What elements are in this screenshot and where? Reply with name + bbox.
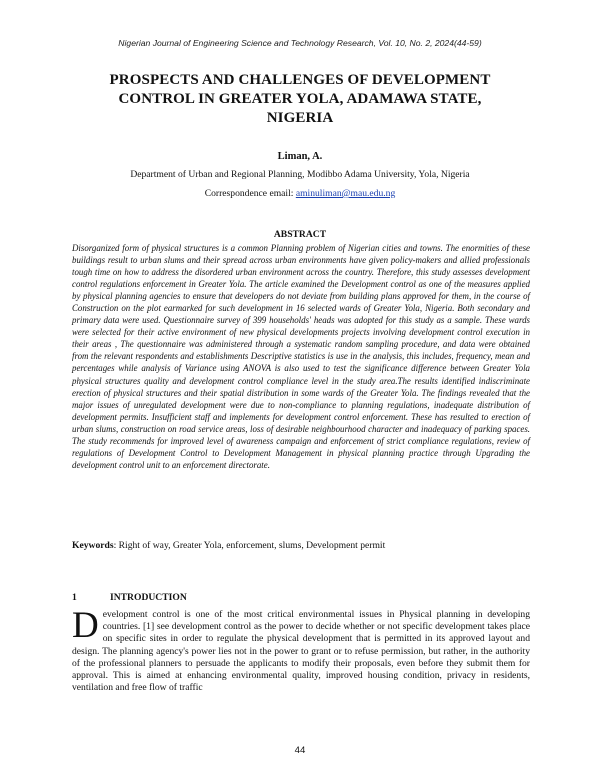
section-number: 1 <box>72 592 77 603</box>
correspondence-label: Correspondence email: <box>204 188 296 199</box>
keywords-line <box>72 540 530 551</box>
section-title: INTRODUCTION <box>110 592 187 603</box>
keywords-label: Keywords <box>72 540 114 551</box>
keywords-text: : Right of way, Greater Yola, enforcement, slums, Development permit <box>113 540 386 551</box>
correspondence-line <box>0 188 600 199</box>
introduction-paragraph <box>72 605 530 694</box>
journal-header: Nigerian Journal of Engineering Science and Technology Research, Vol. 10, No. 2, 2024(44-59) <box>118 38 482 48</box>
email-link[interactable]: aminuliman@mau.edu.ng <box>295 188 396 199</box>
author-name: Liman, A. <box>277 151 323 162</box>
page-number: 44 <box>294 745 306 756</box>
author-affiliation: Department of Urban and Regional Planning, Modibbo Adama University, Yola, Nigeria <box>130 169 470 180</box>
abstract-heading: ABSTRACT <box>273 229 327 240</box>
drop-cap: D <box>72 605 99 646</box>
abstract-text: Disorganized form of physical structures is a common Planning problem of Nigerian cities and towns. The enormities of these buildings result to urban slums and their spread across urban environments have given policy-makers and allied professionals tough time on how to address the disordered urban environment across the country. Therefore, this study assesses development control regulations enforcement in Greater Yola. The article examined the Development control as one of the measures applied by physical planning agencies to ensure that developers do not deviate from building plans approved for them, in the course of Construction on the plot earmarked for such development in 16 selected wards of Greater Yola, Nigeria. Both secondary and primary data were used. Questionnaire survey of 399 households' heads was adopted for this study as a sample. These wards were selected for their active environment of new physical developments projects involving development control execution in their areas , The questionnaire was administered through a systematic random sampling procedure, and data were obtained from the relevant respondents and establishments Descriptive statistics is use in the analysis, this includes, frequency, mean and percentages while analysis of Variance using ANOVA is also used to test the significance difference between Greater Yola physical structures quality and development control compliance level in the study area.The results identified indiscriminate erection of physical structures and their spatial distribution in some wards of the Greater Yola. The findings revealed that the major issues of unregulated development were due to non-compliance to planning regulations, inadequate distribution of development permits. Insufficient staff and implements for development control enforcement. These has resulted to erection of urban slums, construction on road service areas, loss of desirable neighbourhood character and inadequacy of parking spaces. The study recommends for improved level of awareness campaign and enforcement of strict compliance regulations, review of regulations of Development Control to Development Management in physical planning practice through Upgrading the development control unit to an enforcement directorate. <box>72 243 530 470</box>
section-heading-introduction <box>72 592 187 603</box>
introduction-text: evelopment control is one of the most critical environmental issues in Physical planning in developing countries. [1] see development control as the power to decide whether or not specific development takes place on specific sites in order to regulate the physical development that is permitted in its approved layout and design. The planning agency's power lies not in the power to grant or to refuse permission, but rather, in the authority of the professional planners to persuade the applicants to modify their proposals, even before they submit them for approval. This is aimed at enhancing environmental quality, improved housing condition, privacy in residents, ventilation and free flow of traffic <box>72 609 530 694</box>
paper-title: PROSPECTS AND CHALLENGES OF DEVELOPMENT CONTROL IN GREATER YOLA, ADAMAWA STATE, NIGERIA <box>109 72 491 126</box>
